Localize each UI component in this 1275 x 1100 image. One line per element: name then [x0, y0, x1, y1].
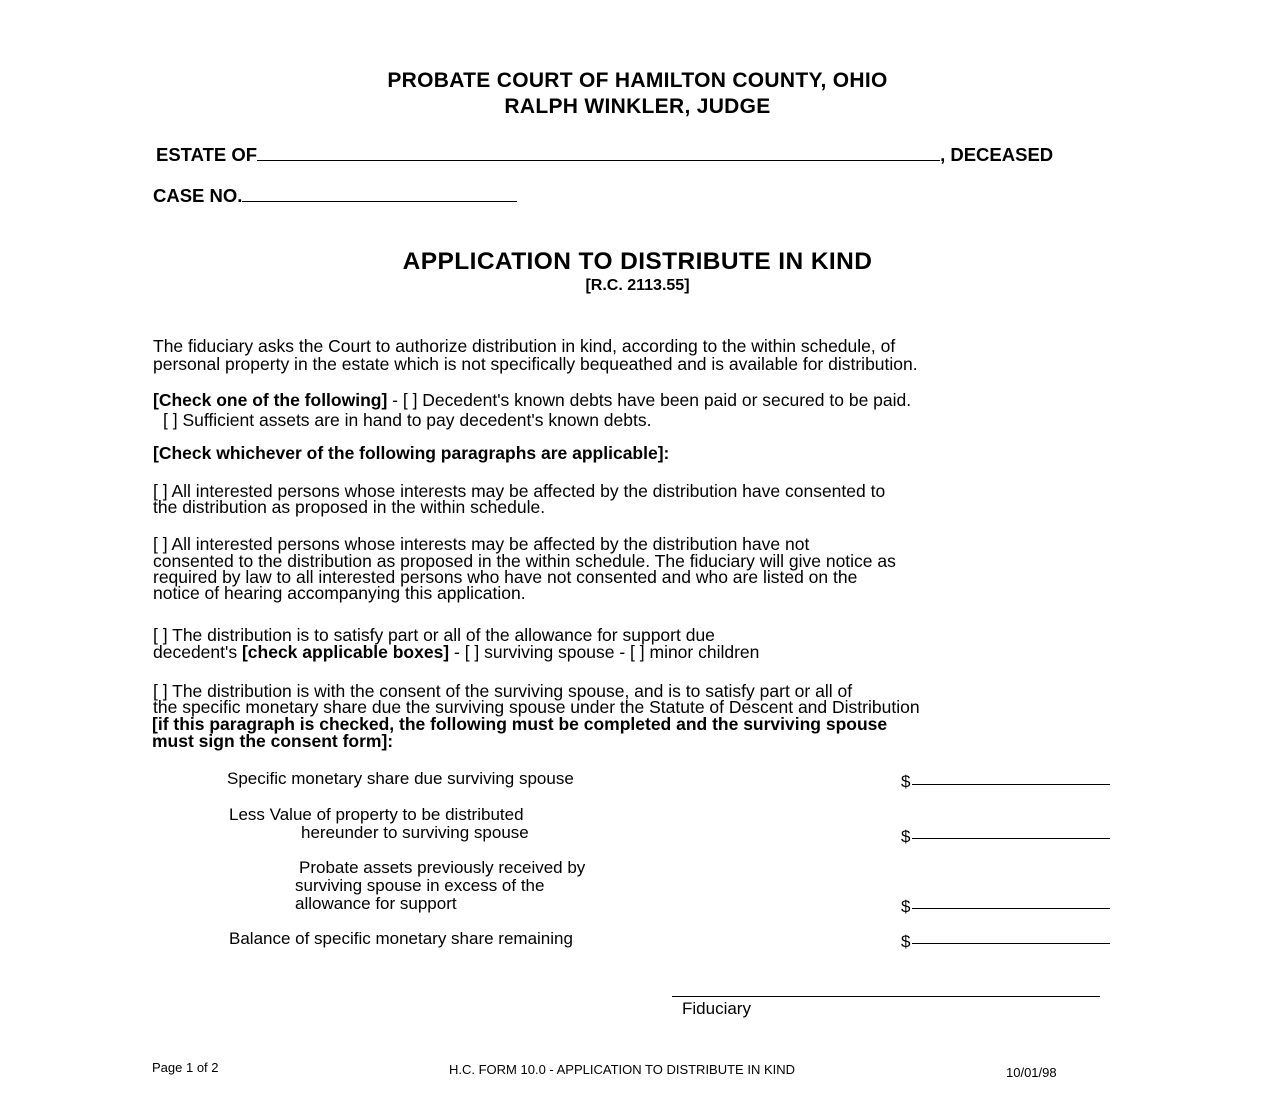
- spouse-consent-line-4: must sign the consent form]:: [152, 731, 394, 751]
- probate-assets-label-1: Probate assets previously received by: [299, 858, 586, 877]
- probate-assets-label-2: surviving spouse in excess of the: [295, 876, 545, 895]
- debts-paid-label: Decedent's known debts have been paid or secured to be paid.: [422, 390, 912, 410]
- case-number-field[interactable]: [242, 185, 517, 202]
- form-identifier: H.C. FORM 10.0 - APPLICATION TO DISTRIBUTE IN KIND: [449, 1062, 796, 1077]
- estate-name-field[interactable]: [257, 144, 940, 161]
- support-allowance-line-1[interactable]: [ ] The distribution is to satisfy part or all of the allowance for support due: [153, 625, 715, 645]
- spouse-children-checkboxes[interactable]: - [ ] surviving spouse - [ ] minor children: [449, 642, 760, 662]
- balance-field[interactable]: [912, 943, 1110, 944]
- fiduciary-signature-line[interactable]: [672, 996, 1100, 997]
- estate-row: [156, 144, 1053, 166]
- spouse-consent-line-3: [if this paragraph is checked, the following must be completed and the surviving spouse: [152, 714, 888, 734]
- intro-line-1: The fiduciary asks the Court to authorize distribution in kind, according to the within schedule, of: [153, 336, 896, 356]
- spouse-consent-line-1[interactable]: [ ] The distribution is with the consent of the surviving spouse, and is to satisfy part or all of: [153, 681, 853, 701]
- consented-paragraph-line-2: the distribution as proposed in the within schedule.: [153, 497, 546, 517]
- sufficient-assets-checkbox[interactable]: [ ]: [163, 410, 183, 430]
- dollar-sign: $: [901, 772, 911, 791]
- probate-assets-field[interactable]: [912, 908, 1110, 909]
- not-consented-paragraph-line-1[interactable]: [ ] All interested persons whose interests may be affected by the distribution have not: [153, 534, 810, 554]
- sufficient-assets-row: [163, 412, 651, 429]
- page-number: Page 1 of 2: [152, 1060, 219, 1075]
- dollar-sign: $: [901, 932, 911, 951]
- deceased-label: , DECEASED: [940, 144, 1054, 165]
- check-one-label: [Check one of the following]: [153, 390, 388, 410]
- intro-line-2: personal property in the estate which is not specifically bequeathed and is available for distribution.: [153, 354, 918, 374]
- spouse-consent-line-2: the specific monetary share due the surviving spouse under the Statute of Descent and Distribution: [153, 697, 920, 717]
- support-allowance-line-2: decedent's [check applicable boxes] - [ ] surviving spouse - [ ] minor children: [153, 642, 760, 662]
- consented-paragraph-line-1[interactable]: [ ] All interested persons whose interests may be affected by the distribution have consented to: [153, 481, 886, 501]
- statute-reference: [R.C. 2113.55]: [585, 277, 690, 294]
- case-label: CASE NO.: [153, 185, 243, 206]
- dollar-sign: $: [901, 827, 911, 846]
- not-consented-paragraph-line-3: required by law to all interested persons who have not consented and who are listed on the: [153, 567, 858, 587]
- check-applicable-boxes-label: [check applicable boxes]: [241, 642, 450, 662]
- estate-label: ESTATE OF: [156, 144, 258, 165]
- less-value-label-1: Less Value of property to be distributed: [229, 805, 524, 824]
- not-consented-paragraph-line-4: notice of hearing accompanying this application.: [153, 583, 526, 603]
- judge-name: RALPH WINKLER, JUDGE: [504, 95, 771, 118]
- dollar-sign: $: [901, 897, 911, 916]
- sufficient-assets-label: Sufficient assets are in hand to pay decedent's known debts.: [182, 410, 652, 430]
- check-whichever-label: [Check whichever of the following paragraphs are applicable]:: [153, 443, 670, 463]
- court-name: PROBATE COURT OF HAMILTON COUNTY, OHIO: [387, 69, 888, 92]
- debts-paid-checkbox[interactable]: - [ ]: [387, 390, 423, 410]
- specific-share-field[interactable]: [912, 784, 1110, 785]
- less-value-label-2: hereunder to surviving spouse: [301, 823, 529, 842]
- check-one-row: [153, 392, 911, 409]
- revision-date: 10/01/98: [1006, 1065, 1057, 1080]
- less-value-field[interactable]: [912, 838, 1110, 839]
- case-row: [153, 185, 517, 207]
- specific-share-label: Specific monetary share due surviving spouse: [227, 769, 574, 788]
- balance-label: Balance of specific monetary share remaining: [229, 929, 573, 948]
- probate-assets-label-3: allowance for support: [295, 894, 457, 913]
- form-title: APPLICATION TO DISTRIBUTE IN KIND: [402, 248, 873, 275]
- fiduciary-label: Fiduciary: [682, 999, 751, 1018]
- not-consented-paragraph-line-2: consented to the distribution as proposed in the within schedule. The fiduciary will give notice as: [153, 551, 896, 571]
